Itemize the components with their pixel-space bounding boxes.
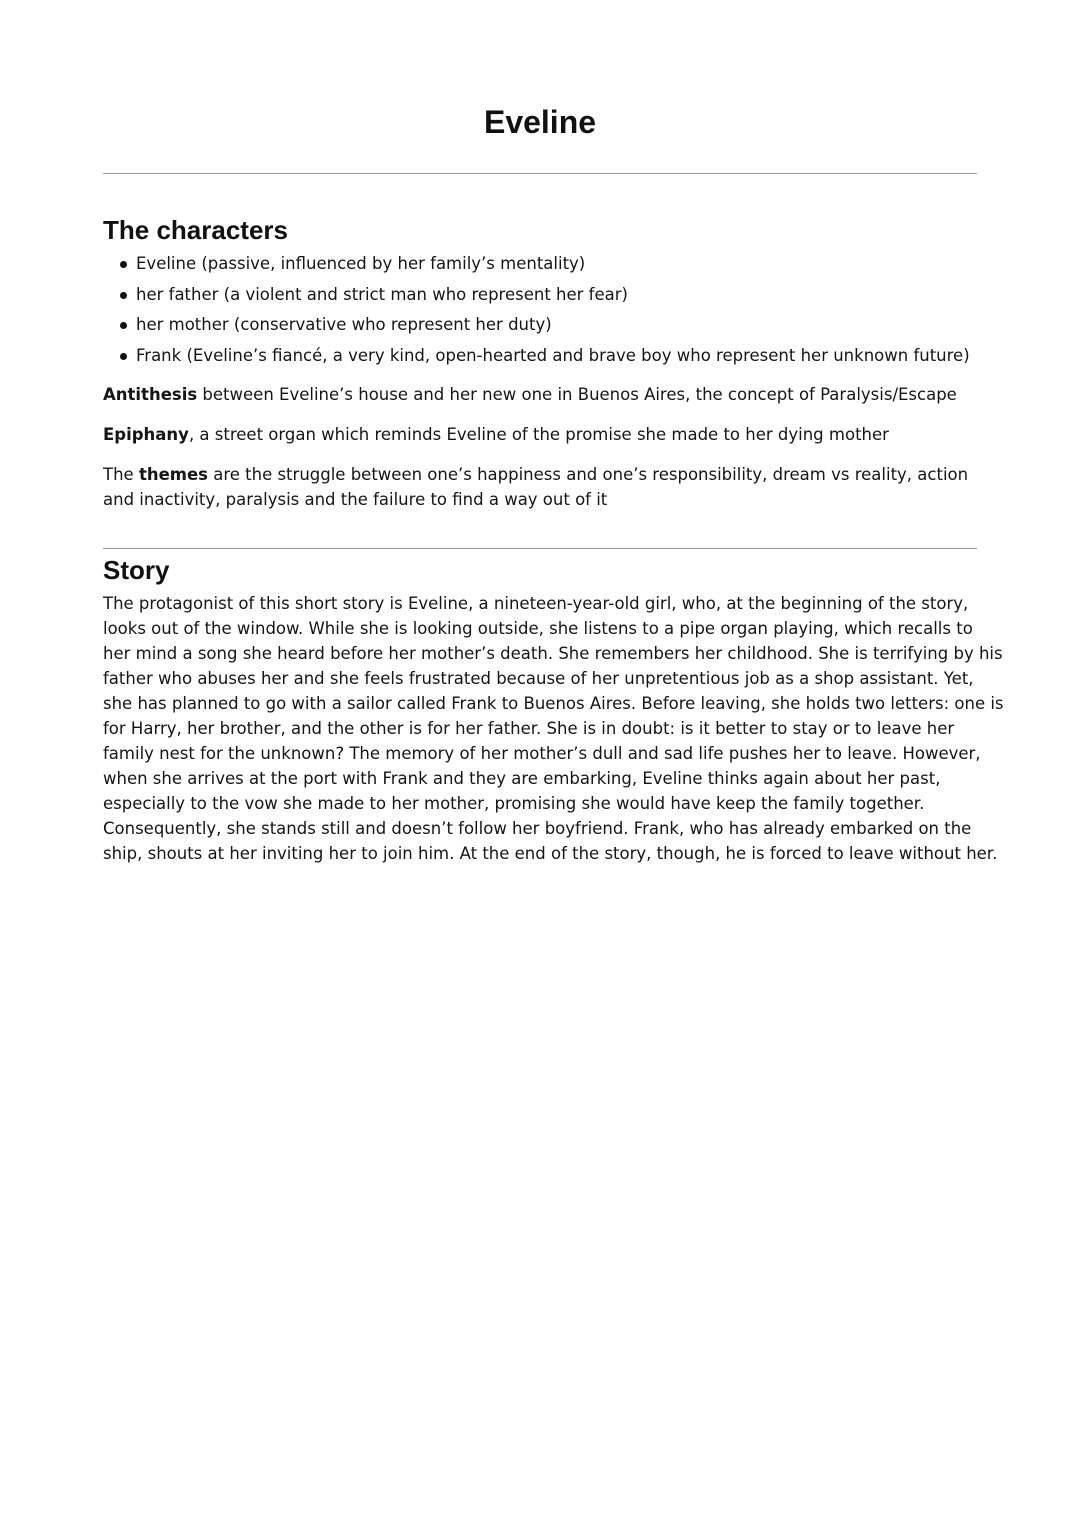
bullet-icon (120, 292, 127, 299)
story-line: she has planned to go with a sailor called Frank to Buenos Aires. Before leaving, she holds two letters: one is (103, 694, 1004, 713)
epiphany-text: , a street organ which reminds Eveline of the promise she made to her dying mother (188, 425, 889, 444)
antithesis-term: Antithesis (103, 385, 198, 404)
themes-term: themes (138, 465, 208, 484)
story-divider (103, 548, 977, 549)
story-line: looks out of the window. While she is looking outside, she listens to a pipe organ playing, which recalls to (103, 619, 973, 638)
themes-prefix: The (103, 465, 139, 484)
characters-heading: The characters (103, 215, 288, 245)
character-frank: Frank (Eveline’s fiancé, a very kind, open-hearted and brave boy who represent her unknown future) (136, 346, 970, 366)
story-line: for Harry, her brother, and the other is for her father. She is in doubt: is it better to stay or to leave her (103, 719, 955, 738)
bullet-icon (120, 322, 127, 329)
story-line: her mind a song she heard before her mother’s death. She remembers her childhood. She is terrifying by his (103, 644, 1003, 663)
list-item (103, 249, 983, 280)
story-line: ship, shouts at her inviting her to join him. At the end of the story, though, he is forced to leave without her. (103, 844, 998, 863)
antithesis-text: between Eveline’s house and her new one in Buenos Aires, the concept of Paralysis/Escape (197, 385, 957, 404)
story-heading: Story (103, 555, 170, 585)
story-line: family nest for the unknown? The memory of her mother’s dull and sad life pushes her to leave. However, (103, 744, 981, 763)
character-eveline: Eveline (passive, influenced by her family’s mentality) (136, 254, 586, 273)
epiphany-term: Epiphany (103, 425, 189, 444)
characters-list (103, 249, 983, 372)
story-line: Consequently, she stands still and doesn’t follow her boyfriend. Frank, who has already embarked on the (103, 819, 972, 838)
themes-paragraph (103, 462, 983, 512)
story-paragraph (103, 591, 1004, 866)
character-father: her father (a violent and strict man who represent her fear) (136, 284, 628, 304)
bullet-icon (120, 353, 127, 360)
antithesis-paragraph (103, 382, 983, 407)
character-mother: her mother (conservative who represent her duty) (136, 315, 552, 335)
list-item (103, 341, 983, 372)
story-line: father who abuses her and she feels frustrated because of her unpretentious job as a shop assistant. Yet, (103, 669, 974, 688)
list-item (103, 310, 983, 341)
epiphany-paragraph (103, 422, 983, 447)
document-title: Eveline (483, 104, 597, 140)
story-line: especially to the vow she made to her mother, promising she would have keep the family together. (103, 794, 925, 813)
bullet-icon (120, 261, 127, 268)
themes-text: are the struggle between one’s happiness and one’s responsibility, dream vs reality, action and inactivity, paralysis and the failure to find a way out of it (103, 465, 969, 509)
story-line: The protagonist of this short story is Eveline, a nineteen-year-old girl, who, at the beginning of the story, (103, 594, 969, 613)
story-line: when she arrives at the port with Frank and they are embarking, Eveline thinks again about her past, (103, 769, 941, 788)
title-divider (103, 173, 977, 174)
list-item (103, 280, 983, 311)
